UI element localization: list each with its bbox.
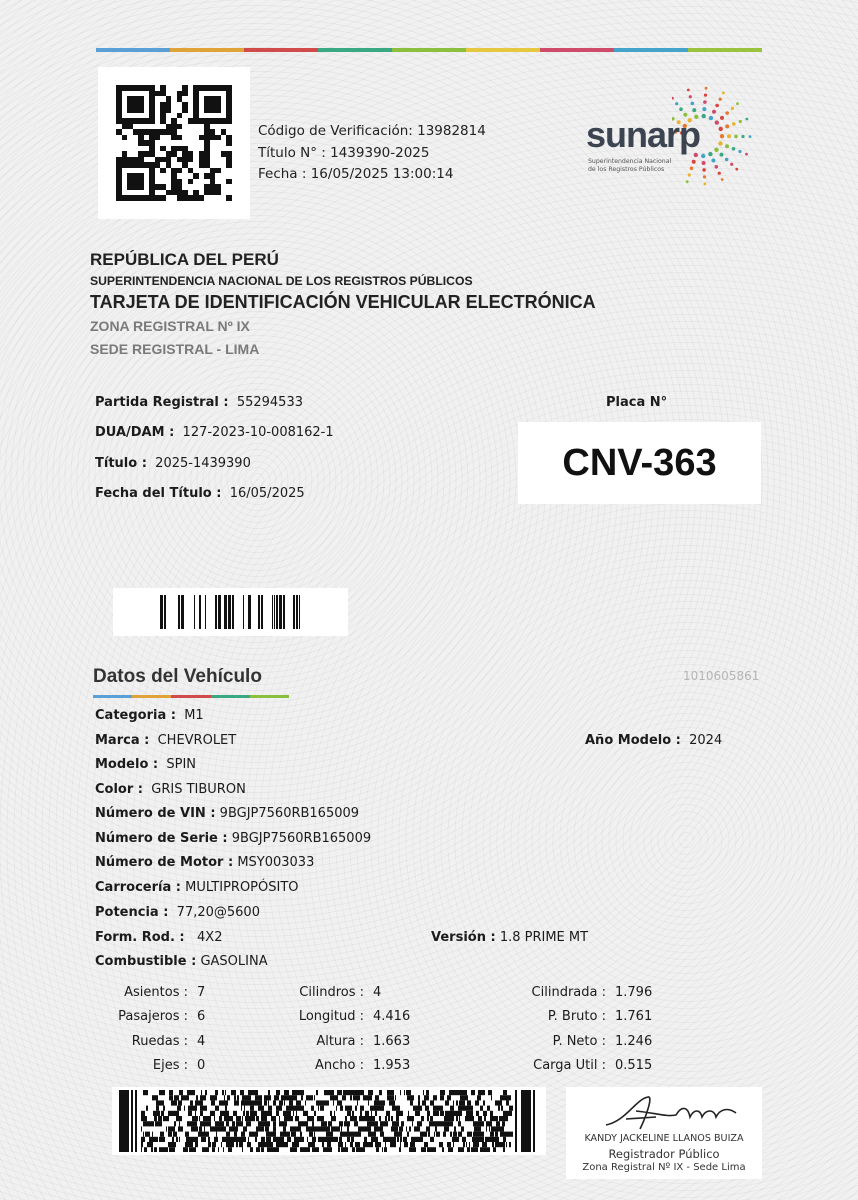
logo-subtitle	[588, 158, 698, 174]
field-label: Partida Registral :	[95, 395, 229, 410]
field-value: GASOLINA	[200, 954, 268, 969]
spec-pneto-value: 1.246	[615, 1034, 653, 1049]
placa-box	[518, 422, 761, 504]
spec-pasajeros-label: Pasajeros :	[118, 1009, 188, 1024]
field-value: M1	[184, 708, 204, 723]
header-superintendencia: SUPERINTENDENCIA NACIONAL DE LOS REGISTROS PÚBLICOS	[90, 274, 473, 288]
field-anio-modelo	[585, 733, 722, 748]
spec-asientos-label: Asientos :	[124, 985, 188, 1000]
field-label: Potencia :	[95, 905, 169, 920]
spec-altura-label: Altura :	[316, 1034, 364, 1049]
underline-segment	[93, 695, 132, 698]
field-label: Marca :	[95, 733, 150, 748]
field-categoria	[95, 708, 204, 723]
field-label: Versión :	[431, 930, 496, 945]
spec-ancho-label: Ancho :	[315, 1058, 364, 1073]
stripe-segment	[318, 48, 392, 52]
spec-ruedas-value: 4	[197, 1034, 206, 1049]
field-form-rod	[95, 930, 222, 945]
field-label: Modelo :	[95, 757, 159, 772]
section-title-underline	[93, 695, 289, 698]
header-sede: SEDE REGISTRAL - LIMA	[90, 341, 260, 357]
logo-wordmark: sunarp	[586, 114, 701, 155]
stripe-segment	[688, 48, 762, 52]
field-serie	[95, 831, 371, 846]
spec-cilindros-label: Cilindros :	[299, 985, 364, 1000]
stripe-segment	[392, 48, 466, 52]
field-motor	[95, 855, 314, 870]
field-partida-registral	[95, 395, 303, 410]
spec-pbruto-value: 1.761	[615, 1009, 653, 1024]
barcode-pdf417-pattern	[119, 1090, 539, 1152]
field-label: Form. Rod. :	[95, 930, 185, 945]
field-label: Número de Motor :	[95, 855, 234, 870]
field-carroceria	[95, 880, 299, 895]
field-value: 77,20@5600	[176, 905, 260, 920]
field-value: 9BGJP7560RB165009	[219, 806, 360, 821]
verification-title-number: Título N° : 1439390-2025	[258, 144, 430, 161]
field-label: Carrocería :	[95, 880, 181, 895]
verification-code: Código de Verificación: 13982814	[258, 123, 486, 139]
field-value: 4X2	[197, 930, 223, 945]
verification-block	[258, 121, 486, 186]
field-label: Color :	[95, 782, 143, 797]
field-value: 55294533	[236, 395, 303, 410]
field-version	[431, 930, 588, 945]
spec-ejes-value: 0	[197, 1058, 206, 1073]
signer-zone: Zona Registral Nº IX - Sede Lima	[582, 1162, 746, 1173]
field-value: MULTIPROPÓSITO	[185, 880, 299, 895]
field-color	[95, 782, 246, 797]
signature-block	[566, 1087, 762, 1179]
qr-code	[98, 67, 250, 219]
handwritten-signature	[596, 1091, 746, 1133]
stripe-segment	[540, 48, 614, 52]
spec-cilindrada-value: 1.796	[615, 985, 653, 1000]
spec-ruedas-label: Ruedas :	[131, 1034, 188, 1049]
field-label: Categoria :	[95, 708, 176, 723]
spec-cargautil-label: Carga Util :	[533, 1058, 606, 1073]
qr-code-pattern	[116, 85, 232, 201]
field-label: Título :	[95, 456, 147, 471]
placa-number: CNV-363	[562, 441, 717, 484]
barcode-small	[113, 588, 348, 636]
spec-ancho-value: 1.953	[373, 1058, 411, 1073]
field-value: 16/05/2025	[229, 486, 305, 501]
spec-longitud-label: Longitud :	[298, 1009, 364, 1024]
field-value: GRIS TIBURON	[151, 782, 246, 797]
field-value: 1.8 PRIME MT	[499, 930, 589, 945]
field-label: Combustible :	[95, 954, 197, 969]
field-vin	[95, 806, 359, 821]
field-value: MSY003033	[237, 855, 315, 870]
signer-name: KANDY JACKELINE LLANOS BUIZA	[584, 1133, 744, 1144]
field-marca	[95, 733, 236, 748]
section-title-datos-vehiculo: Datos del Vehículo	[93, 666, 262, 687]
spec-ejes-label: Ejes :	[152, 1058, 188, 1073]
field-label: Fecha del Título :	[95, 486, 222, 501]
stripe-segment	[614, 48, 688, 52]
field-value: SPIN	[166, 757, 197, 772]
field-modelo	[95, 757, 196, 772]
sunarp-logo	[584, 84, 774, 189]
spec-pasajeros-value: 6	[197, 1009, 206, 1024]
field-label: Número de Serie :	[95, 831, 228, 846]
field-value: 2024	[689, 733, 723, 748]
barcode-pdf417	[112, 1087, 546, 1155]
underline-segment	[132, 695, 171, 698]
stripe-segment	[244, 48, 318, 52]
document-number: 1010605861	[683, 669, 760, 683]
placa-label: Placa N°	[606, 395, 668, 410]
field-combustible	[95, 954, 268, 969]
spec-pneto-label: P. Neto :	[552, 1034, 606, 1049]
spec-cilindros-value: 4	[373, 985, 382, 1000]
verification-date: Fecha : 16/05/2025 13:00:14	[258, 166, 454, 182]
top-color-stripe	[96, 48, 762, 52]
logo-subtitle-line-2: de los Registros Públicos	[588, 166, 665, 173]
underline-segment	[171, 695, 210, 698]
spec-cilindrada-label: Cilindrada :	[531, 985, 606, 1000]
field-value: 2025-1439390	[155, 456, 251, 471]
field-label: Número de VIN :	[95, 806, 216, 821]
field-label: Año Modelo :	[585, 733, 681, 748]
stripe-segment	[466, 48, 540, 52]
signer-role: Registrador Público	[608, 1147, 720, 1161]
field-fecha-titulo	[95, 486, 305, 501]
underline-segment	[250, 695, 289, 698]
spec-cargautil-value: 0.515	[615, 1058, 653, 1073]
stripe-segment	[170, 48, 244, 52]
underline-segment	[211, 695, 250, 698]
spec-altura-value: 1.663	[373, 1034, 411, 1049]
spec-asientos-value: 7	[197, 985, 206, 1000]
spec-pbruto-label: P. Bruto :	[547, 1009, 606, 1024]
field-value: CHEVROLET	[157, 733, 237, 748]
field-value: 127-2023-10-008162-1	[182, 425, 334, 440]
spec-longitud-value: 4.416	[373, 1009, 411, 1024]
header-tarjeta-title: TARJETA DE IDENTIFICACIÓN VEHICULAR ELECTRÓNICA	[90, 292, 596, 312]
field-value: 9BGJP7560RB165009	[231, 831, 372, 846]
stripe-segment	[96, 48, 170, 52]
field-label: DUA/DAM :	[95, 425, 175, 440]
header-republica: REPÚBLICA DEL PERÚ	[90, 250, 279, 269]
header-zona: ZONA REGISTRAL Nº IX	[90, 318, 250, 334]
field-potencia	[95, 905, 260, 920]
logo-subtitle-line-1: Superintendencia Nacional	[588, 158, 672, 165]
barcode-small-bars	[160, 595, 302, 629]
field-dua-dam	[95, 425, 334, 440]
field-titulo	[95, 456, 251, 471]
